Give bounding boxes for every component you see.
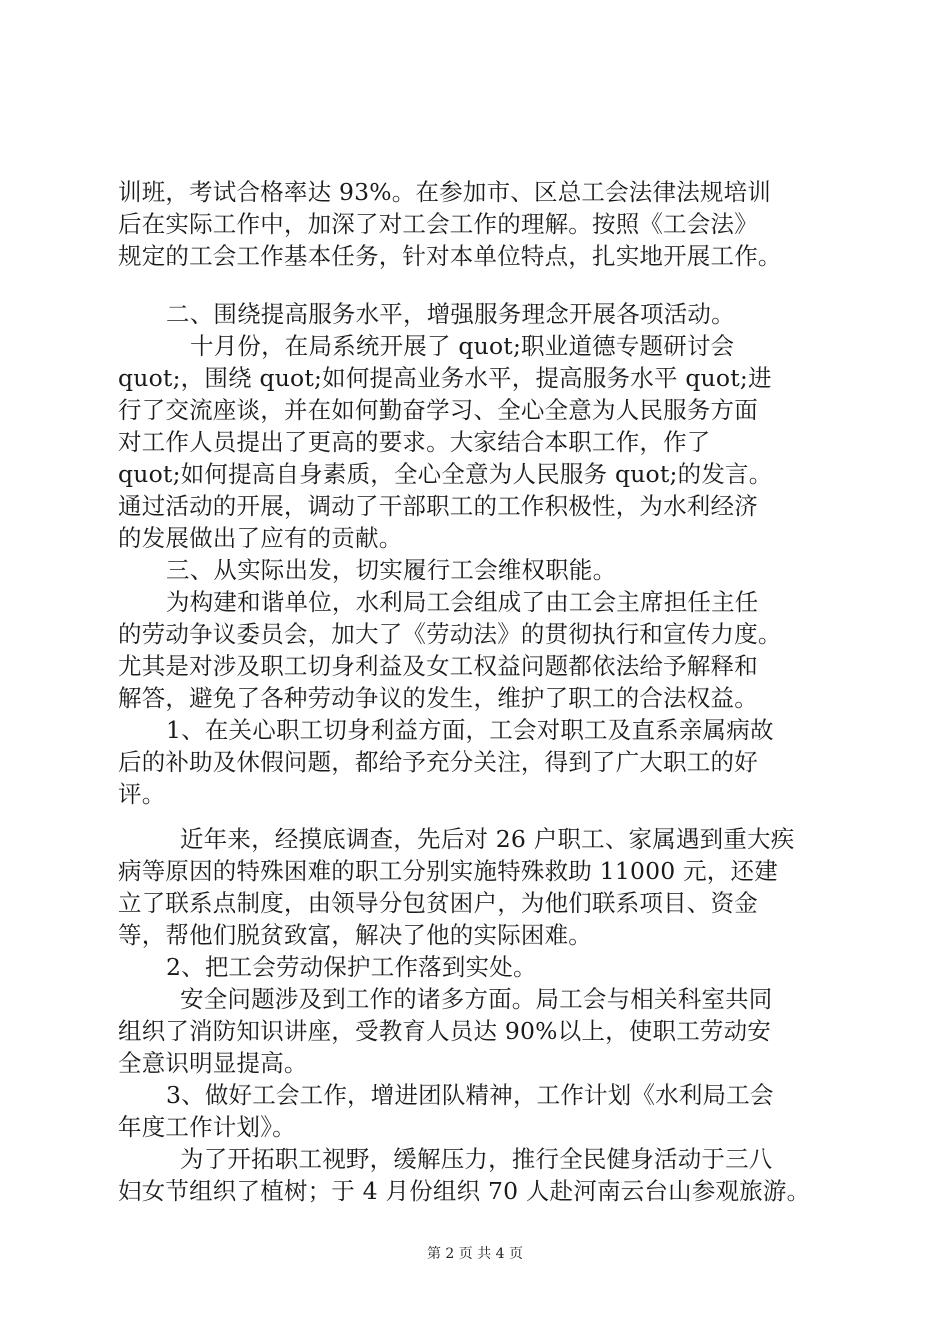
- body-text-line: quot;，围绕 quot;如何提高业务水平，提高服务水平 quot;进: [118, 364, 772, 392]
- section-heading: 三、从实际出发，切实履行工会维权职能。: [166, 556, 617, 584]
- subsection-heading: 2、把工会劳动保护工作落到实处。: [166, 953, 537, 981]
- body-text-line: quot;如何提高自身素质，全心全意为人民服务 quot;的发言。: [118, 460, 773, 488]
- body-text-line: 十月份，在局系统开展了 quot;职业道德专题研讨会: [190, 332, 735, 360]
- body-text-line: 近年来，经摸底调查，先后对 26 户职工、家属遇到重大疾: [180, 825, 795, 853]
- body-text-line: 的劳动争议委员会，加大了《劳动法》的贯彻执行和宣传力度。: [118, 620, 782, 648]
- body-text-line: 为构建和谐单位，水利局工会组成了由工会主席担任主任: [166, 588, 759, 616]
- body-text-line: 解答，避免了各种劳动争议的发生，维护了职工的合法权益。: [118, 684, 758, 712]
- body-text-line: 组织了消防知识讲座，受教育人员达 90%以上，使职工劳动安: [118, 1017, 772, 1045]
- body-text-line: 评。: [118, 780, 166, 808]
- body-text-line: 安全问题涉及到工作的诸多方面。局工会与相关科室共同: [180, 985, 773, 1013]
- body-text-line: 行了交流座谈，并在如何勤奋学习、全心全意为人民服务方面: [118, 396, 758, 424]
- body-text-line: 年度工作计划》。: [118, 1113, 296, 1141]
- body-text-line: 规定的工会工作基本任务，针对本单位特点，扎实地开展工作。: [118, 242, 782, 270]
- body-text-line: 立了联系点制度，由领导分包贫困户，为他们联系项目、资金: [118, 889, 758, 917]
- body-text-line: 后在实际工作中，加深了对工会工作的理解。按照《工会法》: [118, 210, 758, 238]
- body-text-line: 为了开拓职工视野，缓解压力，推行全民健身活动于三八: [180, 1145, 773, 1173]
- subsection-heading: 3、做好工会工作，增进团队精神，工作计划《水利局工会: [166, 1081, 774, 1109]
- body-text-line: 等，帮他们脱贫致富，解决了他的实际困难。: [118, 921, 592, 949]
- page-number-footer: 第 2 页 共 4 页: [426, 1246, 524, 1262]
- body-text-line: 妇女节组织了植树；于 4 月份组织 70 人赴河南云台山参观旅游。: [118, 1177, 811, 1205]
- subsection-heading: 1、在关心职工切身利益方面，工会对职工及直系亲属病故: [166, 716, 774, 744]
- body-text-line: 病等原因的特殊困难的职工分别实施特殊救助 11000 元，还建: [118, 857, 778, 885]
- body-text-line: 对工作人员提出了更高的要求。大家结合本职工作，作了: [118, 428, 711, 456]
- body-text-line: 训班，考试合格率达 93%。在参加市、区总工会法律法规培训: [118, 178, 772, 206]
- body-text-line: 的发展做出了应有的贡献。: [118, 524, 403, 552]
- body-text-line: 全意识明显提高。: [118, 1049, 308, 1077]
- section-heading: 二、围绕提高服务水平，增强服务理念开展各项活动。: [166, 300, 735, 328]
- body-text-line: 后的补助及休假问题，都给予充分关注，得到了广大职工的好: [118, 748, 758, 776]
- body-text-line: 尤其是对涉及职工切身利益及女工权益问题都依法给予解释和: [118, 652, 758, 680]
- body-text-line: 通过活动的开展，调动了干部职工的工作积极性，为水利经济: [118, 492, 758, 520]
